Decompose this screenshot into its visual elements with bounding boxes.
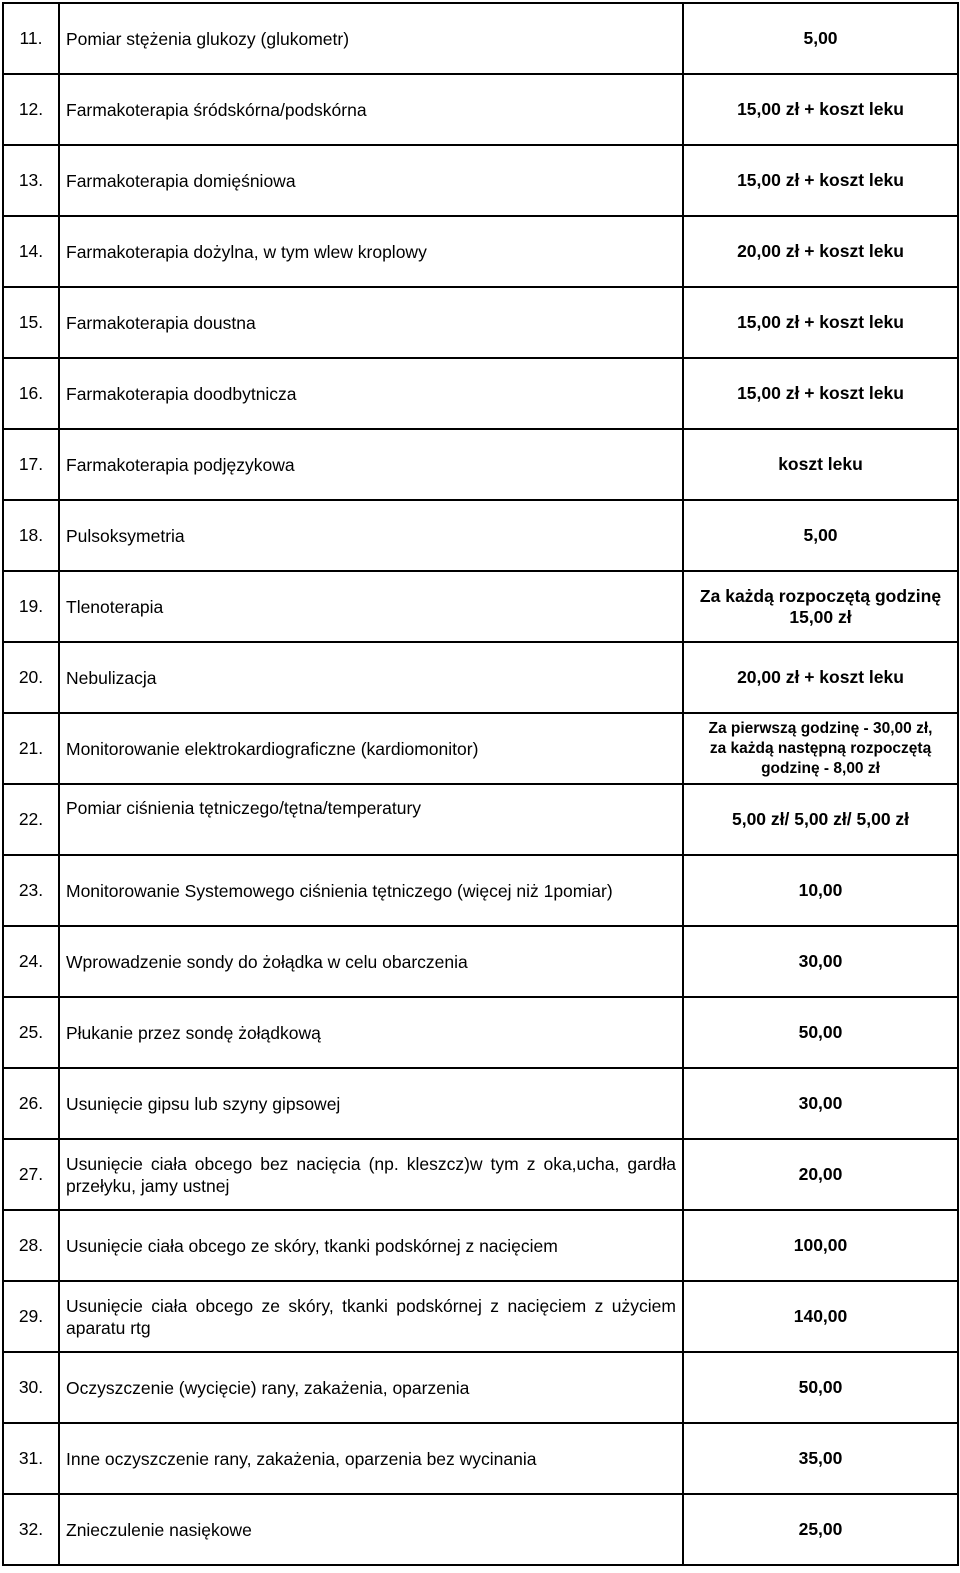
service-price: 20,00 zł + koszt leku [683,642,958,713]
table-row [3,500,958,571]
table-row [3,1423,958,1494]
row-number: 29. [3,1281,59,1352]
table-row [3,1281,958,1352]
service-name: Usunięcie ciała obcego bez nacięcia (np. kleszcz)w tym z oka,ucha, gardła przełyku, jamy ustnej [59,1139,683,1210]
table-row [3,1210,958,1281]
service-price: 5,00 [683,500,958,571]
service-name: Farmakoterapia doodbytnicza [59,358,683,429]
table-row [3,3,958,74]
service-name: Usunięcie gipsu lub szyny gipsowej [59,1068,683,1139]
service-name: Pomiar stężenia glukozy (glukometr) [59,3,683,74]
table-row [3,429,958,500]
service-price [683,713,958,784]
table-row [3,1494,958,1565]
table-row [3,145,958,216]
service-name: Płukanie przez sondę żołądkową [59,997,683,1068]
service-name: Znieczulenie nasiękowe [59,1494,683,1565]
row-number: 22. [3,784,59,855]
table-row [3,926,958,997]
row-number: 23. [3,855,59,926]
row-number: 16. [3,358,59,429]
table-row [3,216,958,287]
price-line: godzinę - 8,00 zł [761,759,880,777]
service-price: 50,00 [683,997,958,1068]
table-row [3,784,958,855]
service-name: Farmakoterapia doustna [59,287,683,358]
price-line: Za pierwszą godzinę - 30,00 zł, [708,719,933,737]
service-price: 5,00 zł/ 5,00 zł/ 5,00 zł [683,784,958,855]
table-row [3,1139,958,1210]
service-price: 15,00 zł + koszt leku [683,287,958,358]
price-line: 15,00 zł [789,606,852,627]
service-price: 20,00 zł + koszt leku [683,216,958,287]
price-line: za każdą następną rozpoczętą [709,739,932,757]
service-name: Usunięcie ciała obcego ze skóry, tkanki podskórnej z nacięciem z użyciem aparatu rtg [59,1281,683,1352]
service-price: koszt leku [683,429,958,500]
row-number: 31. [3,1423,59,1494]
row-number: 25. [3,997,59,1068]
table-row [3,642,958,713]
row-number: 26. [3,1068,59,1139]
row-number: 17. [3,429,59,500]
row-number: 28. [3,1210,59,1281]
row-number: 27. [3,1139,59,1210]
service-price: 100,00 [683,1210,958,1281]
service-price: 20,00 [683,1139,958,1210]
row-number: 24. [3,926,59,997]
service-name: Wprowadzenie sondy do żołądka w celu obarczenia [59,926,683,997]
service-name: Farmakoterapia podjęzykowa [59,429,683,500]
service-price [683,571,958,642]
row-number: 21. [3,713,59,784]
table-row [3,997,958,1068]
row-number: 30. [3,1352,59,1423]
table-row [3,713,958,784]
service-price: 5,00 [683,3,958,74]
service-price: 15,00 zł + koszt leku [683,74,958,145]
row-number: 14. [3,216,59,287]
row-number: 19. [3,571,59,642]
row-number: 12. [3,74,59,145]
service-name: Pomiar ciśnienia tętniczego/tętna/temperatury [59,784,683,855]
service-price: 15,00 zł + koszt leku [683,358,958,429]
service-price: 10,00 [683,855,958,926]
row-number: 18. [3,500,59,571]
service-price: 30,00 [683,926,958,997]
service-name: Monitorowanie elektrokardiograficzne (kardiomonitor) [59,713,683,784]
service-name: Nebulizacja [59,642,683,713]
service-name: Farmakoterapia domięśniowa [59,145,683,216]
service-name: Farmakoterapia śródskórna/podskórna [59,74,683,145]
row-number: 13. [3,145,59,216]
price-list-table [2,2,959,1566]
service-name: Oczyszczenie (wycięcie) rany, zakażenia, oparzenia [59,1352,683,1423]
row-number: 15. [3,287,59,358]
table-row [3,571,958,642]
service-name: Farmakoterapia dożylna, w tym wlew kroplowy [59,216,683,287]
service-name: Usunięcie ciała obcego ze skóry, tkanki podskórnej z nacięciem [59,1210,683,1281]
service-price: 25,00 [683,1494,958,1565]
price-line: Za każdą rozpoczętą godzinę [699,585,942,606]
service-price: 35,00 [683,1423,958,1494]
row-number: 20. [3,642,59,713]
service-name: Monitorowanie Systemowego ciśnienia tętniczego (więcej niż 1pomiar) [59,855,683,926]
service-name: Inne oczyszczenie rany, zakażenia, oparzenia bez wycinania [59,1423,683,1494]
row-number: 32. [3,1494,59,1565]
service-name: Tlenoterapia [59,571,683,642]
table-row [3,287,958,358]
service-name: Pulsoksymetria [59,500,683,571]
service-price: 30,00 [683,1068,958,1139]
service-price: 50,00 [683,1352,958,1423]
row-number: 11. [3,3,59,74]
table-row [3,855,958,926]
table-row [3,74,958,145]
table-row [3,358,958,429]
table-row [3,1068,958,1139]
service-price: 15,00 zł + koszt leku [683,145,958,216]
table-row [3,1352,958,1423]
service-price: 140,00 [683,1281,958,1352]
